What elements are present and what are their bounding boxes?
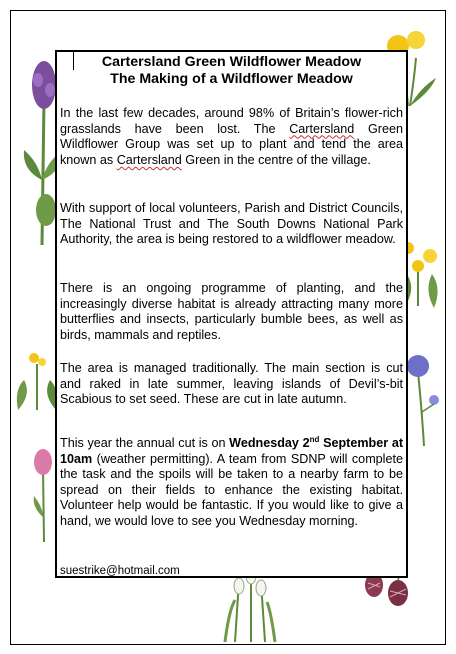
- paragraph-support: With support of local volunteers, Parish and District Councils, The National Trust and The South Downs National Park Authority, the area is being restored to a wildflower meadow.: [60, 201, 403, 247]
- paragraph-management: The area is managed traditionally. The main section is cut and raked in late summer, leaving islands of Devil’s-bit Scabious to set seed. These are cut in late autumn.: [60, 361, 403, 407]
- paragraph-text: Green in the centre of the village.: [181, 152, 371, 167]
- paragraph-annual-cut: [60, 436, 403, 530]
- paragraph-history: [60, 106, 403, 168]
- event-time: September at 10am: [60, 436, 404, 466]
- contact-email[interactable]: suestrike@hotmail.com: [60, 565, 180, 577]
- page-title: [60, 54, 403, 88]
- title-line-1: Cartersland Green Wildflower Meadow: [101, 54, 362, 70]
- paragraph-text: In the last few decades, around 98% of Britain’s flower-rich grasslands have been lost. The: [60, 106, 403, 136]
- paragraph-planting: There is an ongoing programme of planting, and the increasingly diverse habitat is already attracting many more butterflies and insects, particularly bumble bees, as well as birds, mammals and reptiles.: [60, 281, 403, 342]
- paragraph-text: Green Wildflower Group was set up to plant and tend the area known as: [60, 121, 403, 167]
- orchid-flower-illustration: [28, 448, 58, 544]
- date-suffix: nd: [309, 434, 320, 444]
- title-line-2: The Making of a Wildflower Meadow: [110, 71, 353, 87]
- paragraph-text: (weather permitting). A team from SDNP will complete the task and the spoils will be taken to a nearby farm to be spread on their fields to enhance the existing habitat. Volunteer help would be fantastic. If you would like to give a hand, we would love to see you Wednesday morning.: [60, 451, 403, 528]
- paragraph-text: This year the annual cut is on: [60, 436, 230, 450]
- spellcheck-word: Cartersland: [116, 152, 182, 167]
- scabious-flower-illustration: [404, 352, 444, 448]
- spellcheck-word: Cartersland: [289, 121, 355, 136]
- event-date: Wednesday 2: [229, 436, 310, 450]
